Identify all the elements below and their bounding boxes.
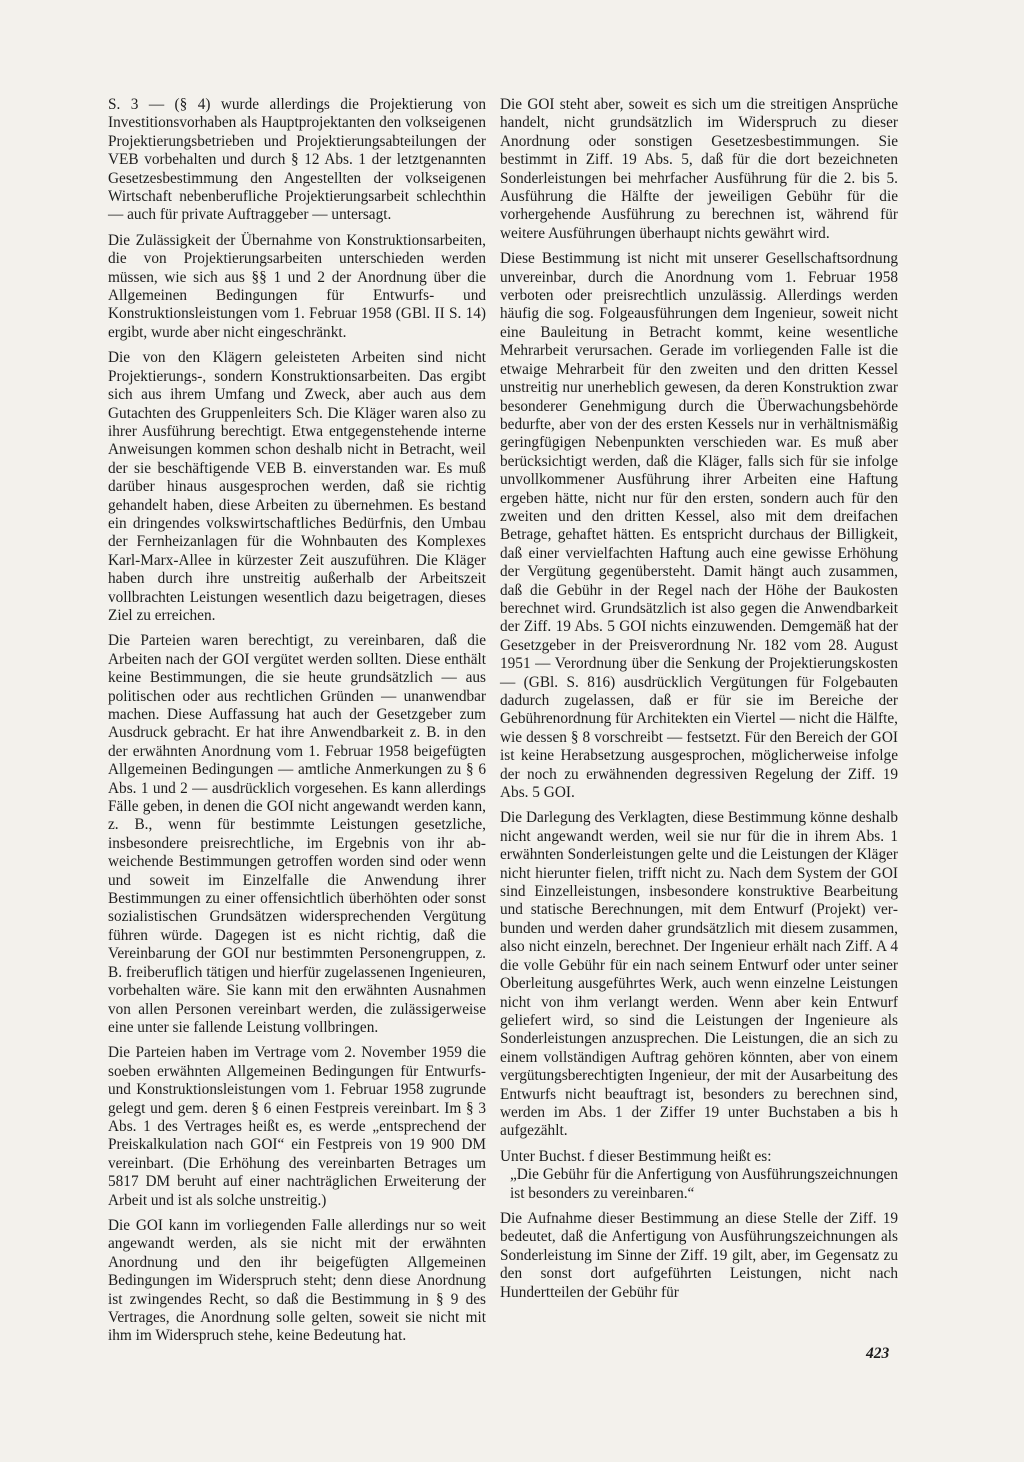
paragraph: S. 3 — (§ 4) wurde allerdings die Projektierung von Investitionsvorhaben als Hauptprojektanten den volkseigenen Projektierungsbetrieben und Projektierungsabteilungen der VEB vorbehalten und durch § 12 Abs. 1 der letztgenannten Gesetzesbestimmung den Angestellten der volkseigenen Wirtschaft nebenberufliche Projektierungsarbeit schlechthin — auch für private Auftraggeber — untersagt. [108, 96, 486, 224]
quotation: „Die Gebühr für die Anfertigung von Ausführungszeichnungen ist besonders zu vereinbaren.“ [510, 1166, 898, 1202]
left-column [108, 96, 486, 1353]
paragraph: Die Parteien haben im Vertrage vom 2. November 1959 die soeben erwähnten Allgemeinen Bedingungen für Entwurfs- und Konstruktionsleistungen vom 1. Februar 1958 zugrunde gelegt und gem. deren § 6 einen Festpreis vereinbart. Im § 3 Abs. 1 des Vertrages heißt es, es werde „entsprechend der Preiskalkulation nach GOI“ ein Festpreis von 19 900 DM vereinbart. (Die Erhöhung des vereinbarten Betrages um 5817 DM beruht auf einer nachträglichen Erweiterung der Arbeit und ist als solche unstreitig.) [108, 1044, 486, 1209]
paragraph: Unter Buchst. f dieser Bestimmung heißt es: [500, 1147, 772, 1165]
paragraph: Die Darlegung des Verklagten, diese Bestimmung könne deshalb nicht angewandt werden, weil sie nur für die in ihrem Abs. 1 erwähnten Sonderleistungen gelte und die Leistungen der Kläger nicht hierunter fielen, trifft nicht zu. Nach dem System der GOI sind Einzelleistungen, insbesondere konstruktive Bearbeitung und statische Berechnungen, mit dem Entwurf (Projekt) verbunden und werden daher grundsätzlich mit diesem zusammen, also nicht einzeln, berechnet. Der Ingenieur erhält nach Ziff. A 4 die volle Gebühr für ein nach seinem Entwurf oder unter seiner Oberleitung ausgeführtes Werk, auch wenn einzelne Leistungen nicht von ihm verlangt werden. Wenn aber kein Entwurf geliefert wird, so sind die Leistungen der Ingenieure als Sonderleistungen anzusprechen. Die Leistungen, die an sich zu einem vollständigen Auftrag gehören könnten, aber von einem vergütungsberechtigten Ingenieur, der mit der Ausarbeitung des Entwurfs nicht beauftragt ist, besonders zu berechnen sind, werden im Abs. 1 der Ziffer 19 unter Buchstaben a bis h aufgezählt. [500, 809, 898, 1140]
paragraph: Die Aufnahme dieser Bestimmung an diese Stelle der Ziff. 19 bedeutet, daß die Anfertigung von Ausführungszeichnungen als Sonderleistung im Sinne der Ziff. 19 gilt, aber, im Gegensatz zu den sonst dort aufgeführten Leistungen, nicht nach Hundertteilen der Gebühr für [500, 1209, 898, 1301]
paragraph: Die von den Klägern geleisteten Arbeiten sind nicht Projektierungs-, sondern Konstruktionsarbeiten. Das ergibt sich aus ihrem Umfang und Zweck, aber auch aus dem Gutachten des Gruppenleiters Sch. Die Kläger waren also zu ihrer Ausführung berechtigt. Etwa entgegenstehende interne Anweisungen kommen schon deshalb nicht in Betracht, weil der sie beschäftigende VEB B. einverstanden war. Es muß darüber hinaus ausgesprochen werden, daß sie richtig gehandelt haben, diese Arbeiten zu übernehmen. Es bestand ein dringendes volkswirtschaftliches Bedürfnis, den Umbau der Fernheizanlagen für die Wohnbauten des Komplexes Karl-Marx-Allee in kürzester Zeit auszuführen. Die Kläger haben durch ihre unstreitig außerhalb der Arbeitszeit vollbrachten Leistungen wesentlich dazu beigetragen, dieses Ziel zu erreichen. [108, 349, 486, 624]
paragraph: Die Zulässigkeit der Übernahme von Konstruktionsarbeiten, die von Projektierungsarbeiten unterschieden werden müssen, wie sich aus §§ 1 und 2 der Anordnung über die Allgemeinen Bedingungen für Entwurfs- und Konstruktionsleistungen vom 1. Februar 1958 (GBl. II S. 14) ergibt, wurde aber nicht eingeschränkt. [108, 231, 486, 341]
paragraph: Die Parteien waren berechtigt, zu vereinbaren, daß die Arbeiten nach der GOI vergütet werden sollten. Diese enthält keine Bestimmungen, die sie heute grundsätzlich — aus politischen oder aus rechtlichen Gründen — unanwendbar machen. Diese Auffassung hat auch der Gesetzgeber zum Ausdruck gebracht. Er hat ihre Anwendbarkeit z. B. in den der erwähnten Anordnung vom 1. Februar 1958 beigefügten Allgemeinen Bedingungen — amtliche Anmerkungen zu § 6 Abs. 1 und 2 — ausdrücklich vorgesehen. Es kann allerdings Fälle geben, in denen die GOI nicht angewandt werden kann, z. B., wenn für bestimmte Leistungen gesetzliche, insbesondere preisrechtliche, im Ergebnis von ihr abweichende Bestimmungen getroffen worden sind oder wenn und soweit im Einzelfalle die Anwendung ihrer Bestimmungen zu einer offensichtlich überhöhten oder sonst sozialistischen Grundsätzen widersprechenden Vergütung führen würde. Dagegen ist es nicht richtig, daß die Vereinbarung der GOI nur bestimmten Personengruppen, z. B. freiberuflich tätigen und hierfür zugelassenen Ingenieuren, vorbehalten wäre. Sie kann mit den erwähnten Ausnahmen von allen Personen vereinbart werden, die zulässigerweise eine unter sie fallende Leistung vollbringen. [108, 632, 486, 1036]
paragraph: Die GOI kann im vorliegenden Falle allerdings nur so weit angewandt werden, als sie nicht mit der erwähnten Anordnung und den ihr beigefügten Allgemeinen Bedingungen im Widerspruch steht; denn diese Anordnung ist zwingendes Recht, so daß die Bestimmung in § 9 des Vertrages, die Anordnung solle gelten, soweit sie nicht mit ihm im Widerspruch stehe, keine Bedeutung hat. [108, 1216, 486, 1345]
right-column [500, 96, 898, 1309]
page-number: 423 [866, 1345, 890, 1362]
paragraph: Diese Bestimmung ist nicht mit unserer Gesellschaftsordnung unvereinbar, durch die Anordnung vom 1. Februar 1958 verboten oder preisrechtlich unzulässig. Allerdings werden häufig die sog. Folgeausführungen dem Ingenieur, soweit nicht eine Bauleitung in Betracht kommt, keine wesentliche Mehrarbeit verursachen. Gerade im vorliegenden Falle ist die etwaige Mehrarbeit für den zweiten und den dritten Kessel unstreitig nur unerheblich gewesen, da deren Konstruktion zwar besonderer Genehmigung durch die Überwachungsbehörde bedurfte, aber von der des ersten Kessels nur in verhältnismäßig geringfügigen Nebenpunkten verschieden war. Es muß aber berücksichtigt werden, daß die Kläger, falls sich für sie infolge unvollkommener Ausführung ihrer Arbeiten eine Haftung ergeben hätte, nicht nur für den ersten, sondern auch für den zweiten und den dritten Kessel, also mit dem dreifachen Betrage, gehaftet hätten. Es entspricht durchaus der Billigkeit, daß einer vervielfachten Haftung auch eine gewisse Erhöhung der Vergütung gegenübersteht. Damit hängt auch zusammen, daß die Gebühr in der Regel nach der Höhe der Baukosten berechnet wird. Grundsätzlich ist also gegen die Anwendbarkeit der Ziff. 19 Abs. 5 GOI nichts einzuwenden. Demgemäß hat der Gesetzgeber in der Preisverordnung Nr. 182 vom 28. August 1951 — Verordnung über die Senkung der Projektierungskosten — (GBl. S. 816) ausdrücklich Vergütungen für Folgebauten dadurch zugelassen, daß er für sie im Bereiche der Gebührenordnung für Architekten ein Viertel — nicht die Hälfte, wie dessen § 8 vorschreibt — festsetzt. Für den Bereich der GOI ist keine Herabsetzung ausgesprochen, möglicherweise infolge der noch zu erwähnenden degressiven Regelung der Ziff. 19 Abs. 5 GOI. [500, 250, 898, 802]
paragraph: Die GOI steht aber, soweit es sich um die streitigen Ansprüche handelt, nicht grundsätzlich im Widerspruch zu dieser Anordnung oder sonstigen Gesetzesbestimmungen. Sie bestimmt in Ziff. 19 Abs. 5, daß für die dort bezeichneten Sonderleistungen bei mehrfacher Ausführung für die 2. bis 5. Ausführung die Hälfte der jeweiligen Gebühr für die vorhergehende Ausführung zu berechnen ist, während für weitere Ausführungen überhaupt nichts gewährt wird. [500, 96, 898, 242]
